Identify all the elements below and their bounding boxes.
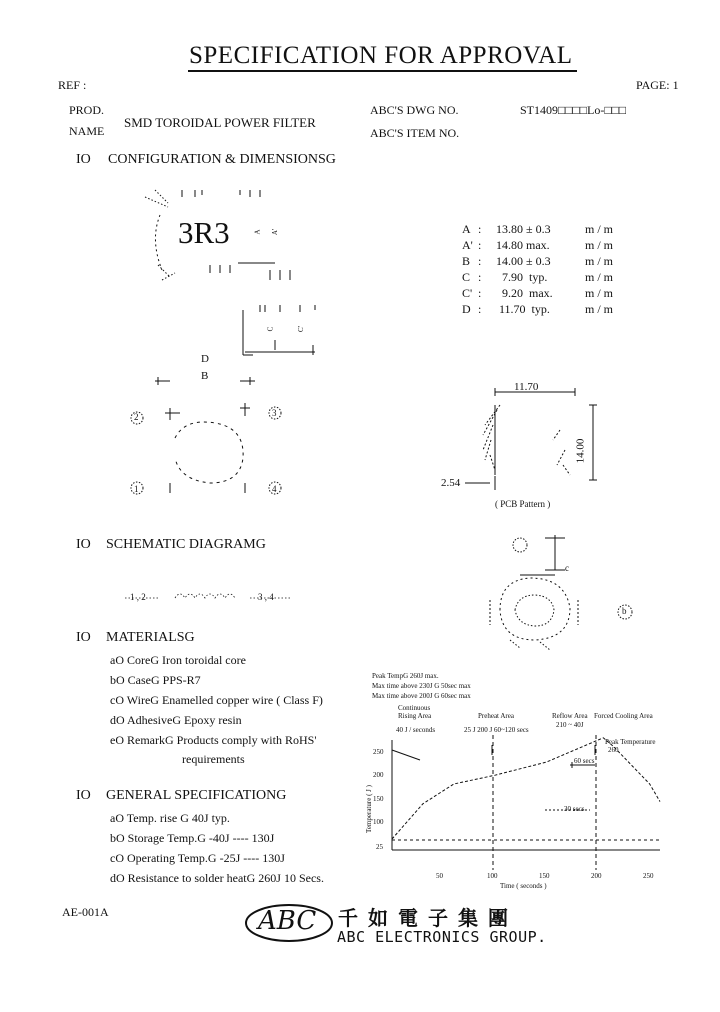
dim-value: 13.80 ± 0.3 (496, 222, 551, 236)
dim-key: A (462, 222, 471, 236)
phase-rising-b: Rising Area (398, 712, 432, 720)
dim-value: 14.80 max. (496, 238, 550, 252)
y-tick: 100 (373, 818, 384, 826)
company-name-cn: 千如電子集團 (338, 906, 518, 930)
spec-item: aO Temp. rise G 40J typ. (110, 811, 230, 825)
dim-label-a: A (253, 229, 262, 235)
material-item: aO CoreG Iron toroidal core (110, 653, 246, 667)
dim-key: C' (462, 286, 473, 300)
dwg-label: ABC'S DWG NO. (370, 103, 459, 117)
dim-unit: m / m (585, 222, 614, 236)
exploded-view-drawing (480, 530, 640, 660)
phase-preheat: Preheat Area (478, 712, 514, 720)
dim-key: B (462, 254, 471, 268)
title-underline (188, 70, 577, 72)
dim-unit: m / m (585, 238, 614, 252)
section-bullet: IO (76, 537, 91, 552)
pin-3-label: 3 (272, 408, 277, 418)
chart-axes (392, 740, 660, 850)
pcb-pitch: 2.54 (441, 477, 461, 489)
phase-cooling: Forced Cooling Area (594, 712, 653, 720)
y-tick: 250 (373, 748, 384, 756)
section-title-general: GENERAL SPECIFICATIONG (106, 788, 287, 803)
profile-curve (392, 738, 660, 839)
label-b-material: b (622, 606, 627, 616)
ramp-label: 30 secs (564, 805, 585, 813)
pin-2-label: 2 (134, 412, 139, 422)
spec-item: dO Resistance to solder heatG 260J 10 Secs. (110, 871, 324, 885)
pcb-width: 11.70 (514, 381, 539, 393)
dim-key: D (462, 302, 471, 316)
section-title-materials: MATERIALSG (106, 630, 195, 645)
x-axis-label: Time ( seconds ) (500, 882, 547, 890)
dwell-arrow (570, 762, 595, 768)
dim-unit: m / m (585, 254, 614, 268)
x-tick: 200 (591, 872, 602, 880)
phase-marker (392, 750, 420, 760)
x-tick: 50 (436, 872, 443, 880)
phase-rising: Continuous (398, 704, 431, 712)
label-c-material: c (565, 563, 569, 573)
reflow-profile-chart (390, 700, 670, 875)
pin-4-label: 4 (272, 484, 277, 494)
profile-note-1: Peak TempG 260J max. (372, 672, 439, 680)
document-code: AE-001A (62, 905, 109, 919)
company-name-en: ABC ELECTRONICS GROUP. (337, 928, 547, 946)
dwg-value: ST1409□□□□Lo-□□□ (520, 103, 627, 117)
schematic-pins-a: 1 , 2 (130, 592, 146, 602)
range-reflow: 210 ~ 40J (556, 721, 584, 729)
peak-label: Peak Temperature (605, 738, 656, 746)
bottom-view-drawing (125, 398, 290, 503)
dim-arrows (150, 375, 260, 387)
phase-reflow: Reflow Area (552, 712, 588, 720)
pcb-caption: ( PCB Pattern ) (495, 499, 551, 509)
spec-item: cO Operating Temp.G -25J ---- 130J (110, 851, 285, 865)
side-view-drawing (235, 300, 325, 370)
dim-value: 14.00 ± 0.3 (496, 254, 551, 268)
page-number: PAGE: 1 (636, 78, 679, 92)
dim-value: 9.20 max. (496, 286, 553, 300)
range-rising: 40 J / seconds (396, 726, 436, 734)
dim-sep: : (478, 222, 482, 236)
y-tick: 150 (373, 795, 384, 803)
name-label: NAME (69, 124, 105, 138)
dwell-label: 60 secs (574, 757, 595, 765)
x-tick: 150 (539, 872, 550, 880)
range-preheat: 25 J 200 J 60~120 secs (464, 726, 529, 734)
section-bullet: IO (76, 630, 91, 645)
dim-label-c: C (266, 326, 275, 332)
dim-label-c-prime: C' (296, 326, 305, 332)
material-item: eO RemarkG Products comply with RoHS' (110, 733, 317, 747)
section-title-config: CONFIGURATION & DIMENSIONSG (108, 152, 336, 167)
dim-value: 11.70 typ. (496, 302, 550, 316)
dim-sep: : (478, 270, 482, 284)
dim-unit: m / m (585, 286, 614, 300)
page-title: SPECIFICATION FOR APPROVAL (189, 42, 573, 69)
schematic-pins-b: 3 , 4 (258, 592, 274, 602)
dim-value: 7.90 typ. (496, 270, 548, 284)
section-title-schematic: SCHEMATIC DIAGRAMG (106, 537, 266, 552)
material-item: bO CaseG PPS-R7 (110, 673, 201, 687)
product-name: SMD TOROIDAL POWER FILTER (124, 115, 316, 130)
dim-label-b: B (201, 370, 209, 382)
abc-logo: ABC (258, 906, 317, 936)
dim-sep: : (478, 302, 482, 316)
y-tick: 25 (376, 843, 383, 851)
part-marking: 3R3 (178, 215, 230, 250)
y-tick: 200 (373, 771, 384, 779)
dim-sep: : (478, 286, 482, 300)
dim-key: C (462, 270, 471, 284)
material-item: dO AdhesiveG Epoxy resin (110, 713, 242, 727)
dim-sep: : (478, 254, 482, 268)
x-tick: 250 (643, 872, 654, 880)
ref-label: REF : (58, 78, 87, 92)
material-item: requirements (182, 752, 245, 766)
dim-unit: m / m (585, 302, 614, 316)
dim-sep: : (478, 238, 482, 252)
prod-label: PROD. (69, 103, 105, 117)
x-tick: 100 (487, 872, 498, 880)
dim-label-a-prime: A' (271, 228, 280, 236)
spec-item: bO Storage Temp.G -40J ---- 130J (110, 831, 275, 845)
item-label: ABC'S ITEM NO. (370, 126, 460, 140)
section-bullet: IO (76, 788, 91, 803)
profile-note-2: Max time above 230J G 50sec max (372, 682, 471, 690)
peak-value: 260 (608, 746, 619, 754)
section-bullet: IO (76, 152, 91, 167)
profile-note-3: Max time above 200J G 60sec max (372, 692, 471, 700)
material-item: cO WireG Enamelled copper wire ( Class F) (110, 693, 323, 707)
dim-label-d: D (201, 353, 209, 365)
dim-unit: m / m (585, 270, 614, 284)
pcb-height: 14.00 (574, 438, 587, 464)
pin-1-label: 1 (134, 484, 139, 494)
dim-key: A' (462, 238, 473, 252)
y-axis-label: Temperature ( J ) (364, 785, 373, 833)
